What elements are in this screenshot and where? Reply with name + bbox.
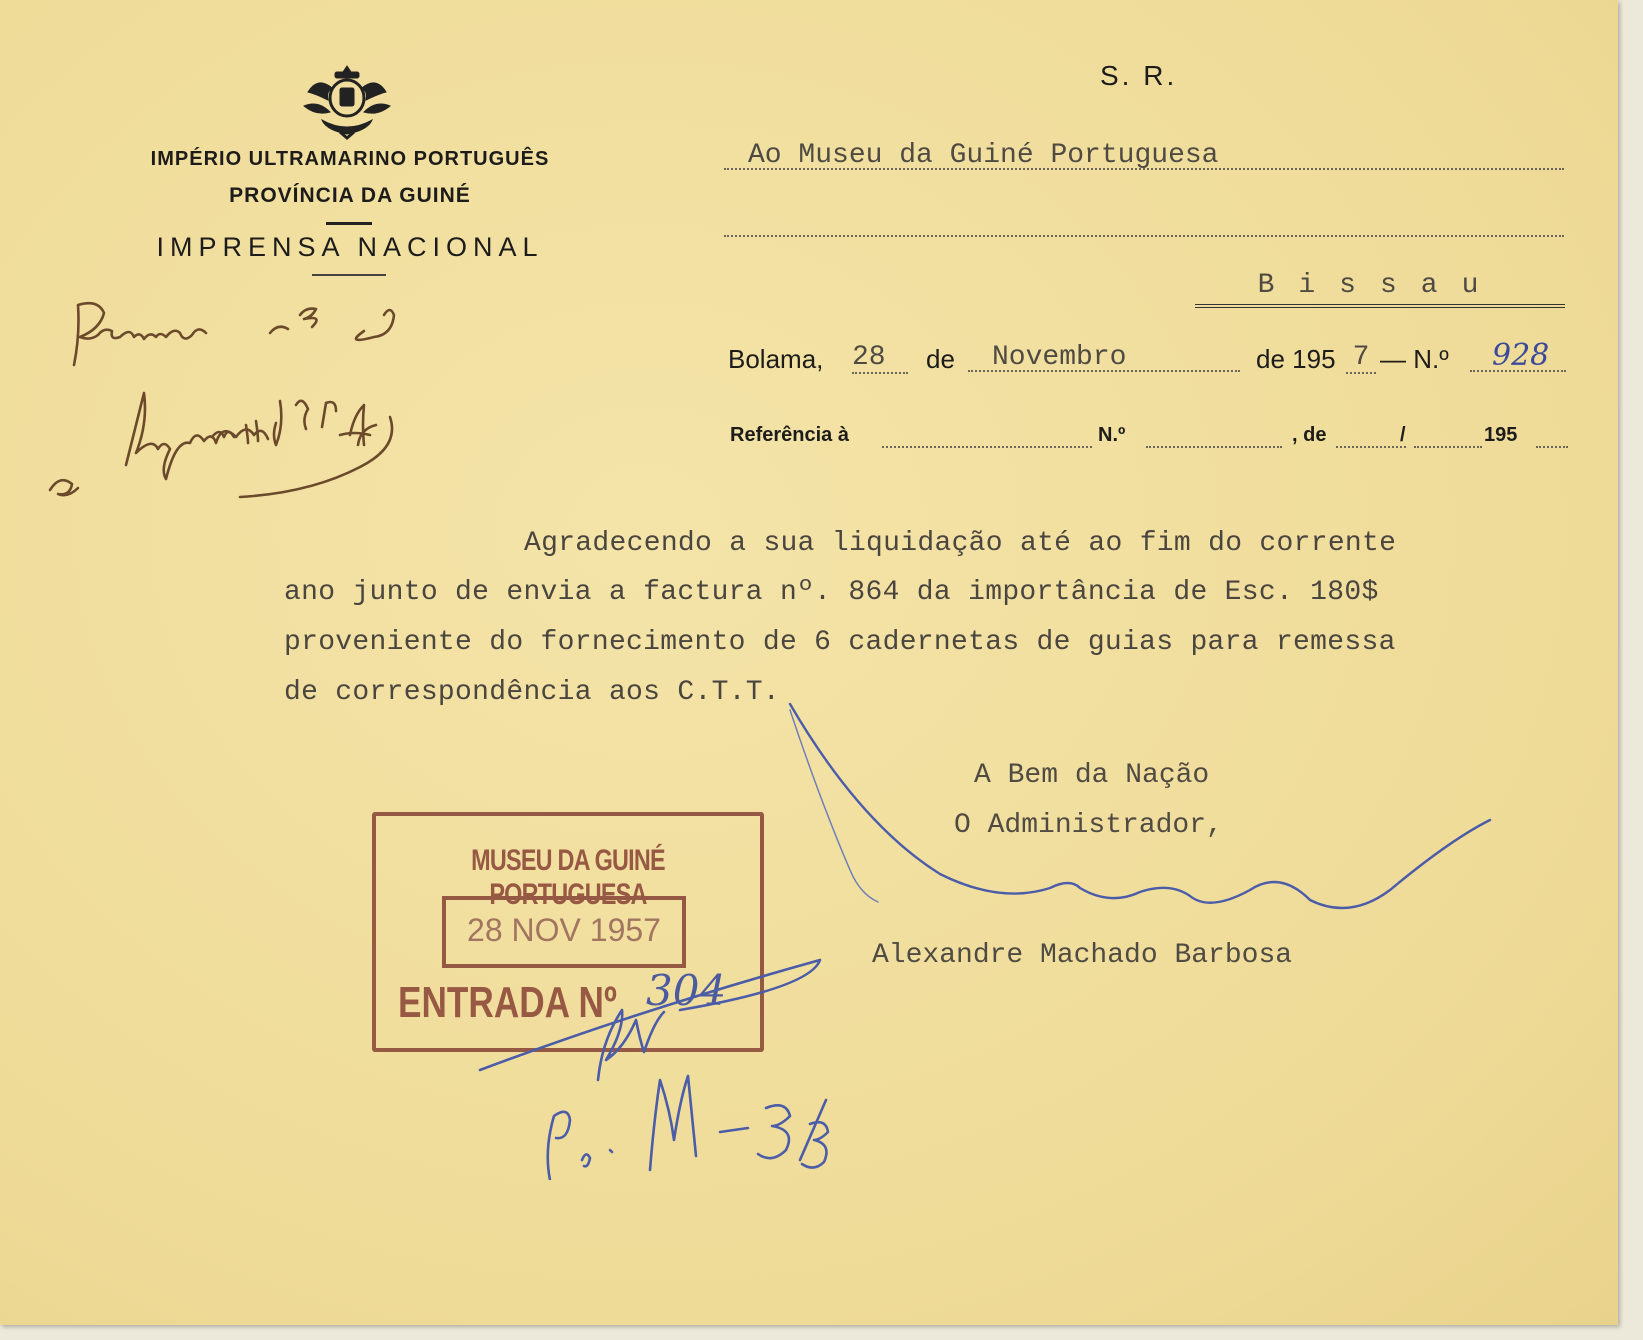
stamp-entry-number: 304 [646,966,727,1015]
reference-number-label: N.º [1098,424,1126,446]
destination-city: Bissau [1195,270,1565,308]
letter-number: 928 [1470,338,1566,372]
date-month: Novembro [968,342,1240,372]
reference-date-label: , de [1292,424,1327,446]
letterhead-province: PROVÍNCIA DA GUINÉ [229,184,471,207]
stamp-date: 28 NOV 1957 [467,912,661,948]
number-label: — N.º [1380,344,1449,374]
coat-of-arms-icon [300,62,394,142]
date-day: 28 [852,342,908,374]
reference-slash: / [1400,424,1406,446]
stamp-entry-label: ENTRADA Nº [398,978,617,1027]
place-label: Bolama, [728,344,824,374]
reference-year-label: 195 [1484,424,1518,446]
signer-name: Alexandre Machado Barbosa [872,940,1293,971]
reference-blank [882,432,1092,448]
date-year-digit: 7 [1346,342,1376,374]
body-line: Agradecendo a sua liquidação até ao fim do corrente [524,528,1397,559]
reference-blank [1414,432,1482,448]
date-year-label: de 195 [1256,344,1336,374]
letterhead-divider [326,222,372,225]
addressee-blank-line [724,205,1564,237]
letterhead-press: IMPRENSA NACIONAL [156,232,544,262]
reference-blank [1146,432,1282,448]
handwritten-annotation [40,285,420,525]
reference-blank [1336,432,1406,448]
reference-blank [1536,432,1568,448]
sr-label: S. R. [1100,60,1178,91]
signature-and-ink-marks [470,700,1530,1180]
letterhead-divider [312,274,386,276]
reference-label: Referência à [730,424,849,446]
addressee-line: Ao Museu da Guiné Portuguesa [724,140,1564,170]
closing-salutation: A Bem da Nação [974,760,1210,791]
body-line: de correspondência aos C.T.T. [284,677,780,708]
date-de-label: de [926,344,955,374]
signer-title: O Administrador, [954,810,1223,841]
stamp-title: MUSEU DA GUINÉ PORTUGUESA [471,844,665,911]
letterhead-empire: IMPÉRIO ULTRAMARINO PORTUGUÊS [150,148,550,170]
body-line: proveniente do fornecimento de 6 cadernetas de guias para remessa [284,627,1396,658]
body-line: ano junto de envia a factura nº. 864 da importância de Esc. 180$ [284,577,1379,608]
